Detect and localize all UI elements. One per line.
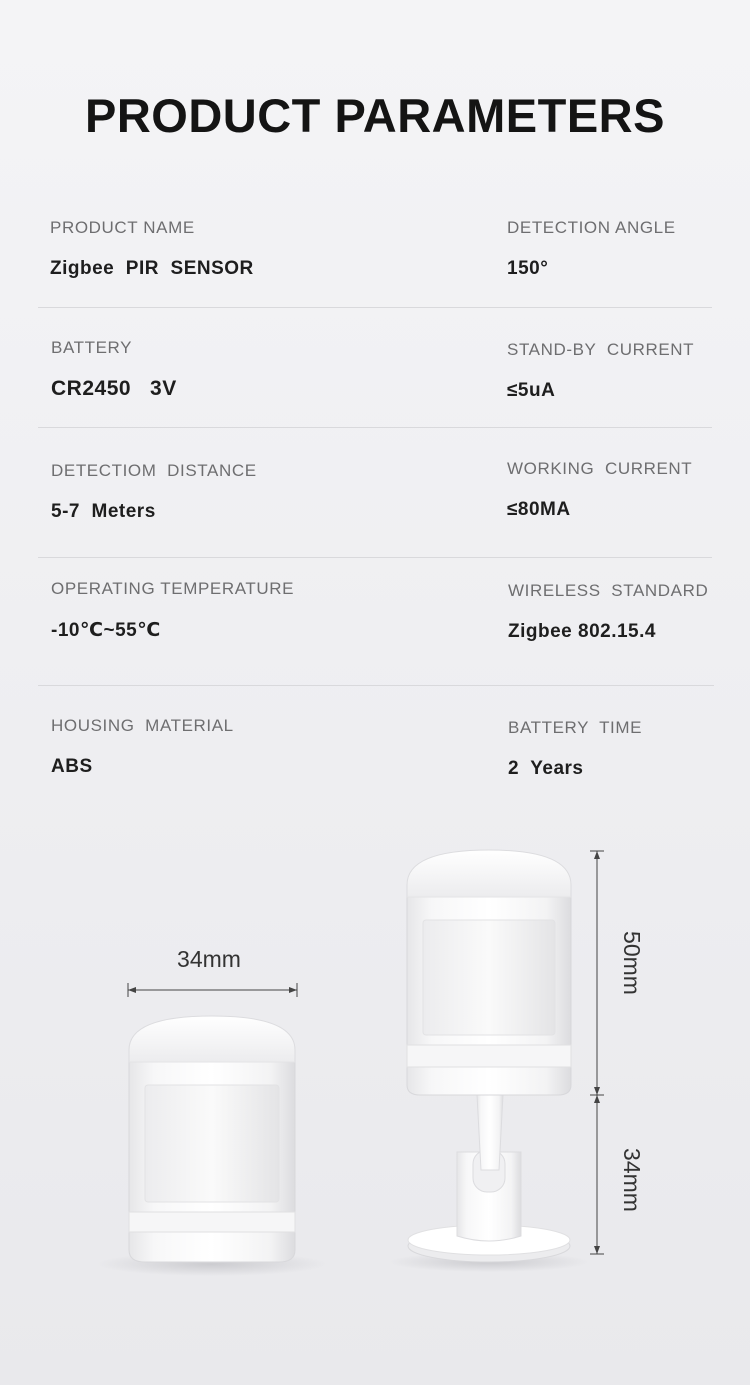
param-value: 2 Years: [508, 758, 584, 779]
height-dimension: [590, 851, 645, 1254]
width-label: 34mm: [177, 946, 241, 972]
param-value: Zigbee PIR SENSOR: [50, 258, 254, 279]
param-label: BATTERY TIME: [508, 718, 643, 737]
param-value: ABS: [51, 756, 93, 777]
param-label: STAND-BY CURRENT: [507, 340, 695, 359]
width-dimension: [128, 946, 297, 997]
param-label: DETECTIOM DISTANCE: [51, 461, 257, 480]
sensor-with-stand: [389, 850, 589, 1272]
stand-height-label: 34mm: [619, 1148, 645, 1212]
param-value: ≤5uA: [507, 380, 556, 401]
body-height-label: 50mm: [619, 931, 645, 995]
page-title: PRODUCT PARAMETERS: [85, 89, 665, 142]
param-label: PRODUCT NAME: [50, 218, 195, 237]
param-value: ≤80MA: [507, 499, 571, 520]
param-label: BATTERY: [51, 338, 133, 357]
param-label: DETECTION ANGLE: [507, 218, 676, 237]
param-label: WIRELESS STANDARD: [508, 581, 709, 600]
param-label: OPERATING TEMPERATURE: [51, 579, 295, 598]
sensor-front-view: [97, 1016, 327, 1276]
param-label: WORKING CURRENT: [507, 459, 693, 478]
param-value: -10℃~55℃: [51, 620, 161, 641]
param-value: 5-7 Meters: [51, 501, 156, 522]
param-value: Zigbee 802.15.4: [508, 621, 656, 642]
param-value: 150°: [507, 258, 549, 279]
param-label: HOUSING MATERIAL: [51, 716, 234, 735]
param-value: CR2450 3V: [51, 377, 177, 400]
